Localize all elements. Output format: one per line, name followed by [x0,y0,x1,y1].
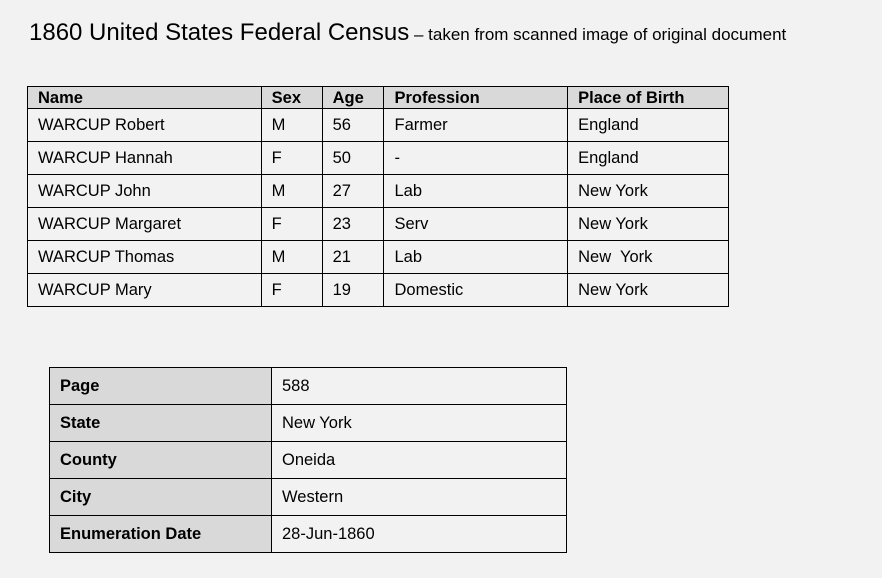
detail-label: City [50,479,272,516]
cell-place-of-birth: New York [568,208,729,241]
col-header-sex: Sex [261,87,322,109]
title-subtitle: – taken from scanned image of original document [409,25,787,44]
cell-place-of-birth: New York [568,274,729,307]
cell-name: WARCUP Mary [28,274,262,307]
cell-sex: F [261,274,322,307]
col-header-profession: Profession [384,87,568,109]
cell-place-of-birth: New York [568,175,729,208]
detail-label: State [50,405,272,442]
table-row [28,175,729,208]
cell-sex: M [261,241,322,274]
cell-age: 56 [322,109,384,142]
table-row [28,241,729,274]
census-table [27,86,729,307]
detail-value: New York [272,405,567,442]
detail-value: 28-Jun-1860 [272,516,567,553]
table-row [28,109,729,142]
detail-row [50,442,567,479]
cell-name: WARCUP Hannah [28,142,262,175]
table-row [28,208,729,241]
table-row [28,142,729,175]
detail-label: Page [50,368,272,405]
cell-sex: F [261,142,322,175]
detail-label: Enumeration Date [50,516,272,553]
cell-sex: M [261,175,322,208]
census-header-row [28,87,729,109]
cell-profession: Serv [384,208,568,241]
cell-age: 50 [322,142,384,175]
cell-name: WARCUP John [28,175,262,208]
col-header-name: Name [28,87,262,109]
detail-value: Oneida [272,442,567,479]
detail-value: 588 [272,368,567,405]
detail-value: Western [272,479,567,516]
cell-age: 27 [322,175,384,208]
cell-name: WARCUP Robert [28,109,262,142]
col-header-age: Age [322,87,384,109]
detail-row [50,479,567,516]
detail-row [50,405,567,442]
cell-place-of-birth: England [568,142,729,175]
cell-sex: F [261,208,322,241]
page-title [29,19,786,47]
table-row [28,274,729,307]
cell-profession: Farmer [384,109,568,142]
cell-age: 23 [322,208,384,241]
cell-place-of-birth: New York [568,241,729,274]
cell-profession: Lab [384,175,568,208]
cell-sex: M [261,109,322,142]
cell-name: WARCUP Thomas [28,241,262,274]
cell-place-of-birth: England [568,109,729,142]
detail-label: County [50,442,272,479]
cell-age: 21 [322,241,384,274]
title-main: 1860 United States Federal Census [29,19,410,46]
detail-row [50,516,567,553]
cell-profession: Domestic [384,274,568,307]
detail-row [50,368,567,405]
cell-profession: - [384,142,568,175]
col-header-place-of-birth: Place of Birth [568,87,729,109]
record-details-table [49,367,567,553]
cell-age: 19 [322,274,384,307]
cell-profession: Lab [384,241,568,274]
cell-name: WARCUP Margaret [28,208,262,241]
